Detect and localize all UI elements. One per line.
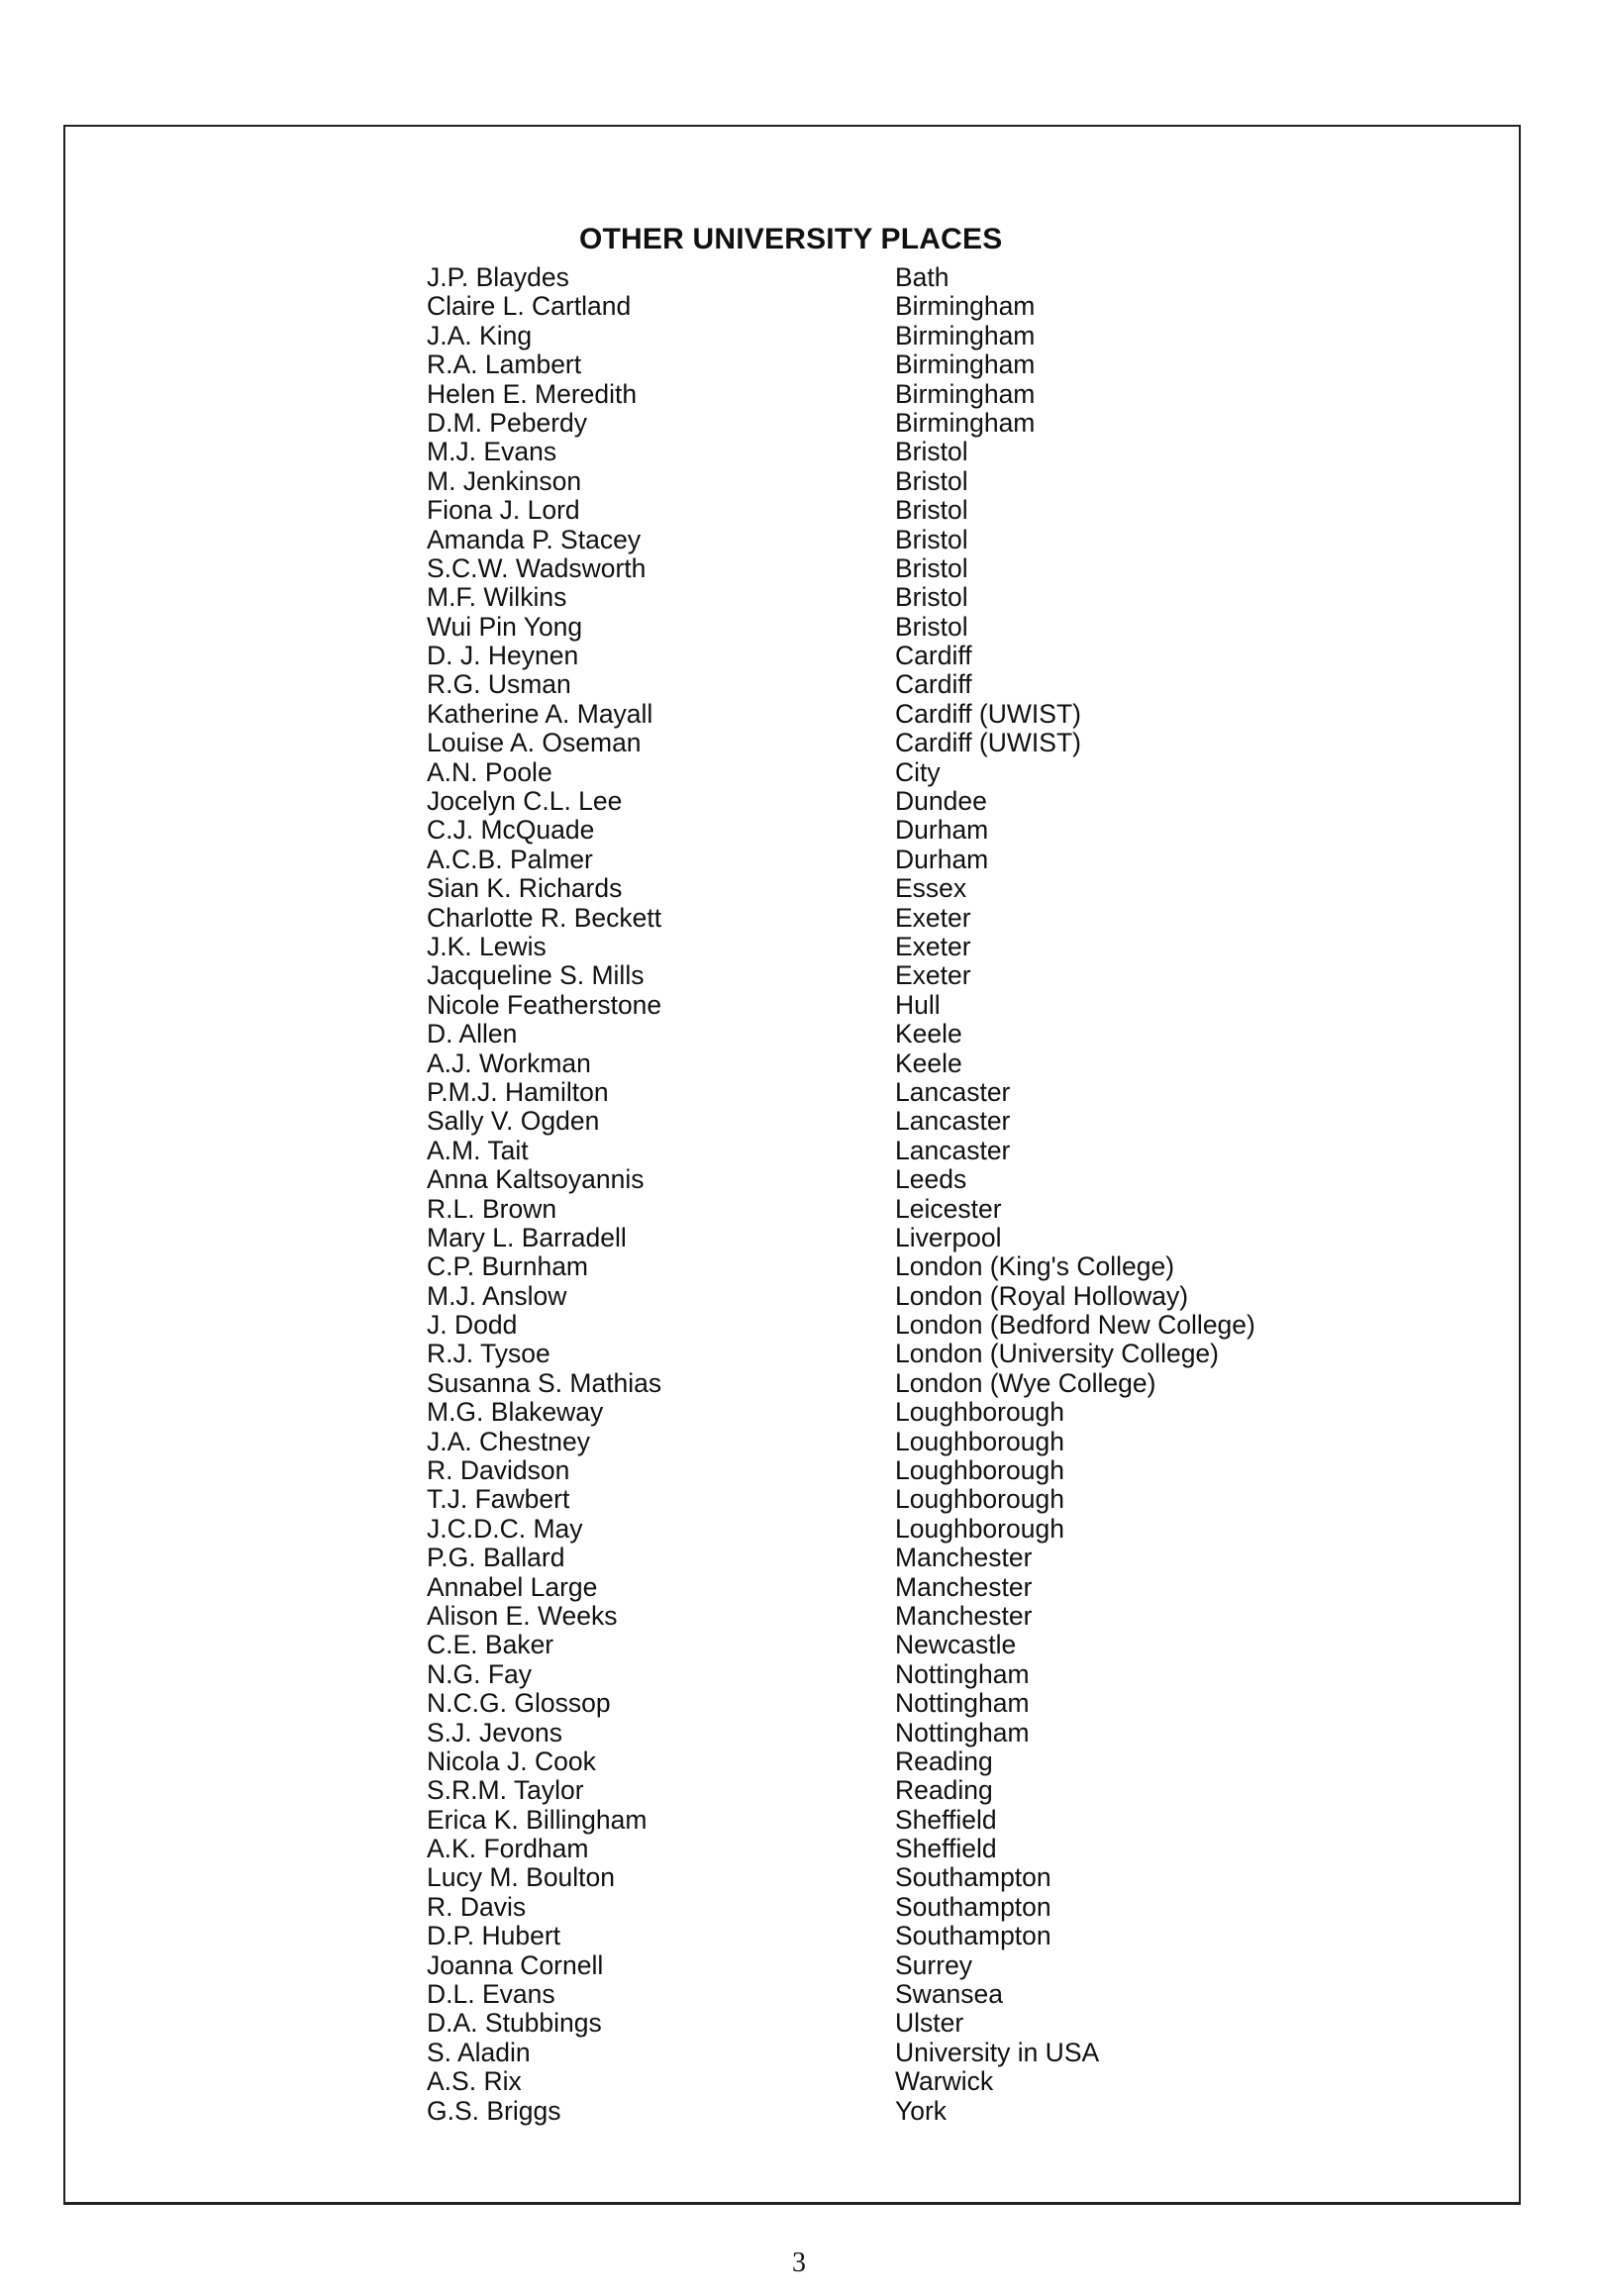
student-name: A.N. Poole: [427, 756, 552, 787]
student-name: Katherine A. Mayall: [427, 698, 653, 729]
student-name: J.K. Lewis: [427, 931, 547, 961]
list-item: [427, 1020, 1255, 1048]
list-item: [427, 496, 1255, 525]
student-name: J.P. Blaydes: [427, 262, 569, 292]
list-item: [427, 263, 1255, 292]
student-name: J.A. Chestney: [427, 1426, 590, 1456]
university-name: Manchester: [895, 1600, 1033, 1631]
student-name: N.C.G. Glossop: [427, 1688, 611, 1719]
list-item: [427, 1922, 1255, 1950]
university-name: Swansea: [895, 1979, 1004, 2010]
student-name: A.S. Rix: [427, 2066, 522, 2097]
list-item: [427, 322, 1255, 350]
list-item: [427, 642, 1255, 670]
university-name: London (Royal Holloway): [895, 1280, 1189, 1311]
university-name: Lancaster: [895, 1135, 1011, 1165]
university-name: Sheffield: [895, 1834, 997, 1864]
list-item: [427, 1951, 1255, 1980]
list-item: [427, 846, 1255, 874]
university-name: Birmingham: [895, 349, 1036, 380]
university-name: Cardiff (UWIST): [895, 728, 1081, 758]
university-name: Manchester: [895, 1543, 1033, 1573]
student-name: Claire L. Cartland: [427, 291, 632, 322]
student-name: Nicola J. Cook: [427, 1746, 596, 1776]
list-item: [427, 874, 1255, 903]
student-name: Amanda P. Stacey: [427, 524, 642, 554]
university-name: Nottingham: [895, 1717, 1030, 1747]
list-item: [427, 961, 1255, 990]
student-name: A.J. Workman: [427, 1048, 591, 1078]
list-item: [427, 1107, 1255, 1136]
university-name: York: [895, 2095, 948, 2126]
university-name: Birmingham: [895, 378, 1036, 409]
list-item: [427, 1224, 1255, 1252]
university-name: Southampton: [895, 1921, 1051, 1951]
university-name: Exeter: [895, 902, 971, 933]
student-name: Nicole Featherstone: [427, 989, 662, 1020]
university-name: Liverpool: [895, 1222, 1002, 1252]
list-item: [427, 2067, 1255, 2096]
list-item: [427, 1515, 1255, 1544]
university-name: Bristol: [895, 465, 968, 496]
university-name: London (Bedford New College): [895, 1310, 1255, 1341]
university-name: Lancaster: [895, 1076, 1011, 1107]
student-name: J. Dodd: [427, 1310, 518, 1341]
student-name: A.K. Fordham: [427, 1834, 589, 1864]
list-item: [427, 1631, 1255, 1659]
university-name: Durham: [895, 815, 989, 846]
list-item: [427, 526, 1255, 554]
list-item: [427, 1078, 1255, 1107]
student-name: M.F. Wilkins: [427, 582, 567, 613]
student-name: J.A. King: [427, 320, 533, 350]
list-item: [427, 2009, 1255, 2038]
university-name: Bath: [895, 262, 949, 292]
university-name: Reading: [895, 1746, 993, 1776]
list-item: [427, 554, 1255, 583]
student-name: Mary L. Barradell: [427, 1222, 627, 1252]
list-item: [427, 350, 1255, 379]
university-name: Bristol: [895, 437, 968, 467]
list-item: [427, 583, 1255, 612]
list-item: [427, 1398, 1255, 1427]
university-name: Ulster: [895, 2008, 964, 2039]
student-name: T.J. Fawbert: [427, 1484, 570, 1515]
student-name: R.G. Usman: [427, 669, 571, 700]
student-name: Annabel Large: [427, 1571, 598, 1602]
student-name: A.C.B. Palmer: [427, 844, 593, 874]
student-name: Sian K. Richards: [427, 873, 623, 904]
university-name: Keele: [895, 1048, 962, 1078]
student-name: Alison E. Weeks: [427, 1600, 618, 1631]
university-name: London (King's College): [895, 1251, 1175, 1282]
list-item: [427, 729, 1255, 757]
list-item: [427, 787, 1255, 816]
list-item: [427, 1689, 1255, 1718]
list-item: [427, 1428, 1255, 1456]
student-name: Charlotte R. Beckett: [427, 902, 662, 933]
university-name: Leicester: [895, 1193, 1002, 1224]
student-name: C.P. Burnham: [427, 1251, 589, 1282]
student-name: M.J. Anslow: [427, 1280, 567, 1311]
student-name: D.A. Stubbings: [427, 2008, 602, 2039]
university-name: Warwick: [895, 2066, 994, 2097]
list-item: [427, 1835, 1255, 1863]
list-item: [427, 1602, 1255, 1631]
student-name: M.J. Evans: [427, 437, 557, 467]
student-name: Fiona J. Lord: [427, 495, 580, 526]
list-item: [427, 1252, 1255, 1281]
university-name: Surrey: [895, 1949, 973, 1980]
student-name: P.M.J. Hamilton: [427, 1076, 609, 1107]
list-item: [427, 1282, 1255, 1311]
university-name: Birmingham: [895, 407, 1036, 438]
list-item: [427, 1776, 1255, 1805]
student-name: C.E. Baker: [427, 1630, 554, 1660]
university-name: Southampton: [895, 1891, 1051, 1922]
list-item: [427, 1369, 1255, 1398]
university-name: Manchester: [895, 1571, 1033, 1602]
student-name: D. Allen: [427, 1019, 518, 1049]
student-name: A.M. Tait: [427, 1135, 529, 1165]
student-name: N.G. Fay: [427, 1658, 533, 1689]
student-name: P.G. Ballard: [427, 1543, 565, 1573]
university-name: Bristol: [895, 611, 968, 642]
student-name: D.P. Hubert: [427, 1921, 561, 1951]
list-item: [427, 1165, 1255, 1194]
list-item: [427, 292, 1255, 321]
list-item: [427, 467, 1255, 496]
university-name: Sheffield: [895, 1804, 997, 1835]
list-item: [427, 933, 1255, 961]
student-name: Louise A. Oseman: [427, 728, 642, 758]
university-name: London (Wye College): [895, 1367, 1156, 1398]
university-name: Keele: [895, 1019, 962, 1049]
student-name: D.L. Evans: [427, 1979, 555, 2010]
student-name: S. Aladin: [427, 2037, 531, 2067]
student-name: R. Davis: [427, 1891, 527, 1922]
list-item: [427, 1049, 1255, 1078]
list-item: [427, 1747, 1255, 1776]
list-item: [427, 1456, 1255, 1485]
university-name: Cardiff: [895, 641, 972, 671]
list-item: [427, 1719, 1255, 1747]
student-name: Jacqueline S. Mills: [427, 960, 645, 991]
student-name: Sally V. Ogden: [427, 1106, 600, 1137]
list-item: [427, 2039, 1255, 2067]
list-item: [427, 904, 1255, 933]
university-name: Dundee: [895, 786, 987, 817]
university-name: Bristol: [895, 582, 968, 613]
list-item: [427, 1485, 1255, 1514]
list-item: [427, 409, 1255, 438]
list-item: [427, 991, 1255, 1020]
list-item: [427, 1137, 1255, 1165]
student-name: M. Jenkinson: [427, 465, 582, 496]
list-item: [427, 816, 1255, 845]
university-name: Nottingham: [895, 1658, 1030, 1689]
student-name: D.M. Peberdy: [427, 407, 588, 438]
page-number: 3: [792, 2247, 806, 2278]
list-item: [427, 1980, 1255, 2009]
university-name: Loughborough: [895, 1513, 1064, 1544]
university-name: Essex: [895, 873, 967, 904]
university-name: University in USA: [895, 2037, 1100, 2067]
list-item: [427, 1660, 1255, 1689]
list-item: [427, 380, 1255, 409]
student-name: S.R.M. Taylor: [427, 1775, 584, 1806]
university-name: Reading: [895, 1775, 993, 1806]
university-name: Cardiff (UWIST): [895, 698, 1081, 729]
student-name: Jocelyn C.L. Lee: [427, 786, 623, 817]
university-name: Cardiff: [895, 669, 972, 700]
student-name: C.J. McQuade: [427, 815, 595, 846]
frame-right-rule: [1519, 125, 1521, 2202]
list-item: [427, 1311, 1255, 1340]
page-title: OTHER UNIVERSITY PLACES: [579, 223, 1003, 255]
student-name: R.L. Brown: [427, 1193, 557, 1224]
list-item: [427, 1195, 1255, 1224]
university-name: Durham: [895, 844, 989, 874]
student-name: Wui Pin Yong: [427, 611, 583, 642]
list-item: [427, 613, 1255, 642]
list-item: [427, 1573, 1255, 1602]
student-name: J.C.D.C. May: [427, 1513, 583, 1544]
list-item: [427, 1340, 1255, 1368]
list-item: [427, 1544, 1255, 1572]
list-item: [427, 700, 1255, 729]
student-name: S.C.W. Wadsworth: [427, 552, 647, 583]
university-name: Bristol: [895, 495, 968, 526]
list-item: [427, 1806, 1255, 1835]
university-name: Loughborough: [895, 1484, 1064, 1515]
student-name: R.J. Tysoe: [427, 1339, 550, 1369]
university-name: Loughborough: [895, 1397, 1064, 1428]
list-item: [427, 758, 1255, 787]
student-name: G.S. Briggs: [427, 2095, 561, 2126]
student-name: Lucy M. Boulton: [427, 1862, 616, 1893]
university-name: Southampton: [895, 1862, 1051, 1893]
student-name: Joanna Cornell: [427, 1949, 604, 1980]
university-name: Loughborough: [895, 1426, 1064, 1456]
university-name: City: [895, 756, 941, 787]
student-name: Anna Kaltsoyannis: [427, 1164, 645, 1195]
placement-list: [427, 263, 1255, 2126]
frame-left-rule: [63, 125, 65, 2202]
frame-bottom-rule: [63, 2202, 1521, 2205]
university-name: Exeter: [895, 931, 971, 961]
university-name: Birmingham: [895, 291, 1036, 322]
student-name: M.G. Blakeway: [427, 1397, 604, 1428]
university-name: Bristol: [895, 524, 968, 554]
student-name: S.J. Jevons: [427, 1717, 562, 1747]
frame-top-rule: [63, 125, 1521, 127]
university-name: Birmingham: [895, 320, 1036, 350]
student-name: Helen E. Meredith: [427, 378, 638, 409]
list-item: [427, 670, 1255, 699]
student-name: D. J. Heynen: [427, 641, 579, 671]
university-name: Hull: [895, 989, 941, 1020]
university-name: Nottingham: [895, 1688, 1030, 1719]
university-name: Lancaster: [895, 1106, 1011, 1137]
university-name: Loughborough: [895, 1455, 1064, 1486]
list-item: [427, 438, 1255, 466]
list-item: [427, 1893, 1255, 1922]
student-name: R. Davidson: [427, 1455, 570, 1486]
student-name: R.A. Lambert: [427, 349, 582, 380]
student-name: Erica K. Billingham: [427, 1804, 648, 1835]
university-name: Leeds: [895, 1164, 967, 1195]
university-name: Bristol: [895, 552, 968, 583]
list-item: [427, 1863, 1255, 1892]
student-name: Susanna S. Mathias: [427, 1367, 662, 1398]
university-name: London (University College): [895, 1339, 1219, 1369]
university-name: Exeter: [895, 960, 971, 991]
university-name: Newcastle: [895, 1630, 1017, 1660]
list-item: [427, 2097, 1255, 2126]
